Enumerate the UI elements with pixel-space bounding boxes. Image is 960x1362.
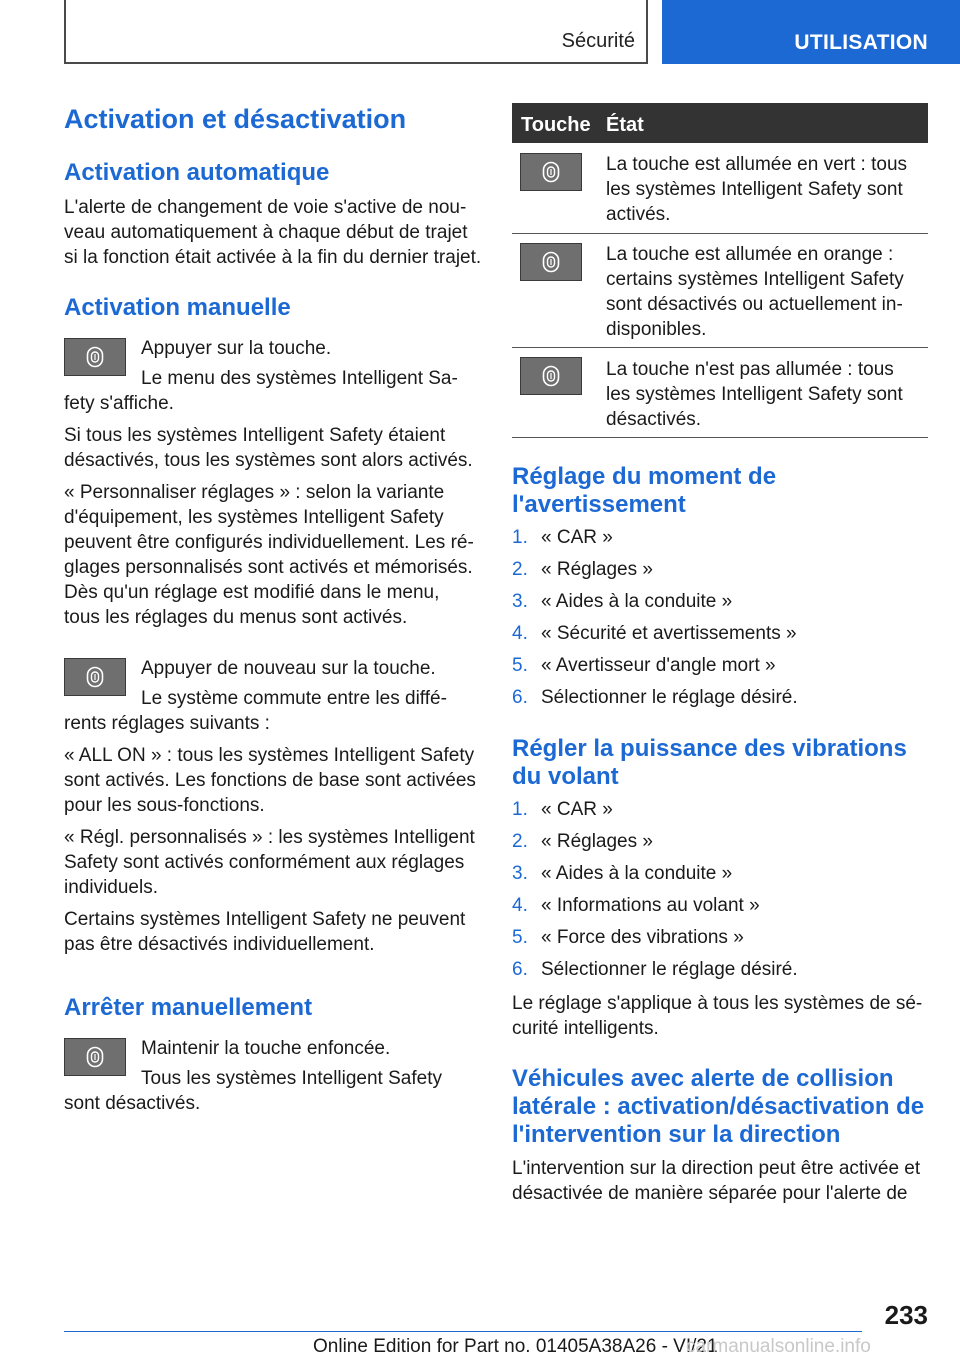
- safety-key-button: [64, 658, 126, 696]
- heading-warning-time-1: Réglage du moment de: [512, 463, 777, 490]
- manual-toggle-line-2: rents réglages suivants :: [64, 713, 270, 734]
- step-text: « Avertisseur d'angle mort »: [541, 655, 776, 676]
- safety-assist-icon: [86, 666, 104, 688]
- manual-custom-line-1: « Personnaliser réglages » : selon la variante: [64, 482, 445, 503]
- safety-assist-icon: [542, 161, 560, 183]
- manual-custom-line-6: tous les réglages du menus sont activés.: [64, 607, 408, 628]
- manual-regl-line-1: « Régl. personnalisés » : les systèmes Intelligent: [64, 827, 475, 848]
- vibration-note-line-2: curité intelligents.: [512, 1018, 659, 1039]
- row2-line-2: certains systèmes Intelligent Safety: [606, 269, 904, 290]
- step-number: 1.: [512, 799, 528, 820]
- table-row-divider: [512, 233, 928, 234]
- manual-menu-line-2: fety s'affiche.: [64, 393, 174, 414]
- safety-key-button: [64, 338, 126, 376]
- row3-line-1: La touche n'est pas allumée : tous: [606, 359, 894, 380]
- step-text: « Sécurité et avertissements »: [541, 623, 797, 644]
- safety-assist-icon: [86, 346, 104, 368]
- step-number: 3.: [512, 863, 528, 884]
- manual-allon-line-1: « ALL ON » : tous les systèmes Intelligent Safety: [64, 745, 475, 766]
- step-text: « CAR »: [541, 527, 613, 548]
- step-number: 2.: [512, 559, 528, 580]
- manual-press: Appuyer sur la touche.: [141, 338, 332, 359]
- heading-auto-activation: Activation automatique: [64, 159, 330, 186]
- step-number: 2.: [512, 831, 528, 852]
- auto-line-2: veau automatiquement à chaque début de trajet: [64, 222, 468, 243]
- row1-line-2: les systèmes Intelligent Safety sont: [606, 179, 903, 200]
- table-header-key: Touche: [521, 114, 591, 136]
- safety-assist-icon: [542, 365, 560, 387]
- manual-allon-line-3: pour les sous-fonctions.: [64, 795, 265, 816]
- step-text: « Informations au volant »: [541, 895, 760, 916]
- key-orange-icon: [520, 243, 582, 281]
- step-number: 6.: [512, 687, 528, 708]
- heading-collision-3: l'intervention sur la direction: [512, 1121, 841, 1148]
- step-text: Sélectionner le réglage désiré.: [541, 687, 798, 708]
- step-text: « Aides à la conduite »: [541, 591, 733, 612]
- auto-line-1: L'alerte de changement de voie s'active de nou-: [64, 197, 467, 218]
- table-bottom-rule: [512, 437, 928, 438]
- row1-line-1: La touche est allumée en vert : tous: [606, 154, 908, 175]
- heading-warning-time-2: l'avertissement: [512, 491, 686, 518]
- manual-press-again: Appuyer de nouveau sur la touche.: [141, 658, 436, 679]
- safety-assist-icon: [542, 251, 560, 273]
- step-text: « Aides à la conduite »: [541, 863, 733, 884]
- step-number: 3.: [512, 591, 528, 612]
- step-number: 4.: [512, 623, 528, 644]
- row2-line-1: La touche est allumée en orange :: [606, 244, 894, 265]
- manual-some-line-2: pas être désactivés individuellement.: [64, 934, 375, 955]
- header-left-frame: [64, 0, 648, 64]
- key-green-icon: [520, 153, 582, 191]
- section-title: Sécurité: [561, 30, 635, 52]
- heading-vibration-1: Régler la puissance des vibrations: [512, 735, 907, 762]
- heading-collision-1: Véhicules avec alerte de collision: [512, 1065, 894, 1092]
- auto-line-3: si la fonction était activée à la fin du dernier trajet.: [64, 247, 482, 268]
- manual-allon-line-2: sont activés. Les fonctions de base sont activées: [64, 770, 476, 791]
- stop-hold: Maintenir la touche enfoncée.: [141, 1038, 391, 1059]
- manual-regl-line-2: Safety sont activés conformément aux réglages: [64, 852, 465, 873]
- collision-body-line-2: désactivée de manière séparée pour l'alerte de: [512, 1183, 908, 1204]
- step-number: 5.: [512, 655, 528, 676]
- step-number: 1.: [512, 527, 528, 548]
- table-row-divider: [512, 347, 928, 348]
- heading-manual-activation: Activation manuelle: [64, 294, 291, 321]
- heading-manual-stop: Arrêter manuellement: [64, 994, 313, 1021]
- manual-regl-line-3: individuels.: [64, 877, 158, 898]
- step-text: « Réglages »: [541, 559, 653, 580]
- manual-menu-line-1: Le menu des systèmes Intelligent Sa-: [141, 368, 458, 389]
- manual-custom-line-3: peuvent être configurés individuellement. Les ré-: [64, 532, 474, 553]
- page-number: 233: [884, 1300, 928, 1330]
- stop-off-line-1: Tous les systèmes Intelligent Safety: [141, 1068, 442, 1089]
- safety-assist-icon: [86, 1046, 104, 1068]
- chapter-title: UTILISATION: [794, 31, 928, 54]
- manual-alloff-line-1: Si tous les systèmes Intelligent Safety étaient: [64, 425, 446, 446]
- manual-custom-line-5: Dès qu'un réglage est modifié dans le menu,: [64, 582, 440, 603]
- collision-body-line-1: L'intervention sur la direction peut être activée et: [512, 1158, 921, 1179]
- page-title: Activation et désactivation: [64, 104, 407, 134]
- row3-line-2: les systèmes Intelligent Safety sont: [606, 384, 903, 405]
- row1-line-3: activés.: [606, 204, 671, 225]
- safety-key-button: [64, 1038, 126, 1076]
- heading-vibration-2: du volant: [512, 763, 619, 790]
- row3-line-3: désactivés.: [606, 409, 702, 430]
- step-text: Sélectionner le réglage désiré.: [541, 959, 798, 980]
- step-text: « CAR »: [541, 799, 613, 820]
- footer-rule: [64, 1331, 862, 1332]
- step-text: « Force des vibrations »: [541, 927, 744, 948]
- row2-line-4: disponibles.: [606, 319, 707, 340]
- step-number: 5.: [512, 927, 528, 948]
- manual-toggle-line-1: Le système commute entre les diffé-: [141, 688, 447, 709]
- heading-collision-2: latérale : activation/désactivation de: [512, 1093, 925, 1120]
- key-off-icon: [520, 357, 582, 395]
- row2-line-3: sont désactivés ou actuellement in-: [606, 294, 903, 315]
- step-number: 6.: [512, 959, 528, 980]
- manual-custom-line-2: d'équipement, les systèmes Intelligent Safety: [64, 507, 444, 528]
- stop-off-line-2: sont désactivés.: [64, 1093, 201, 1114]
- table-header-state: État: [606, 114, 644, 136]
- edition-text: Online Edition for Part no. 01405A38A26 - VI/21: [313, 1336, 718, 1357]
- vibration-note-line-1: Le réglage s'applique à tous les systèmes de sé-: [512, 993, 923, 1014]
- manual-some-line-1: Certains systèmes Intelligent Safety ne peuvent: [64, 909, 466, 930]
- step-number: 4.: [512, 895, 528, 916]
- manual-custom-line-4: glages personnalisés sont activés et mémorisés.: [64, 557, 473, 578]
- state-table-header: [512, 103, 928, 143]
- manual-alloff-line-2: désactivés, tous les systèmes sont alors activés.: [64, 450, 473, 471]
- step-text: « Réglages »: [541, 831, 653, 852]
- chapter-tab: [662, 0, 960, 64]
- watermark: carmanualsonline.info: [686, 1336, 871, 1357]
